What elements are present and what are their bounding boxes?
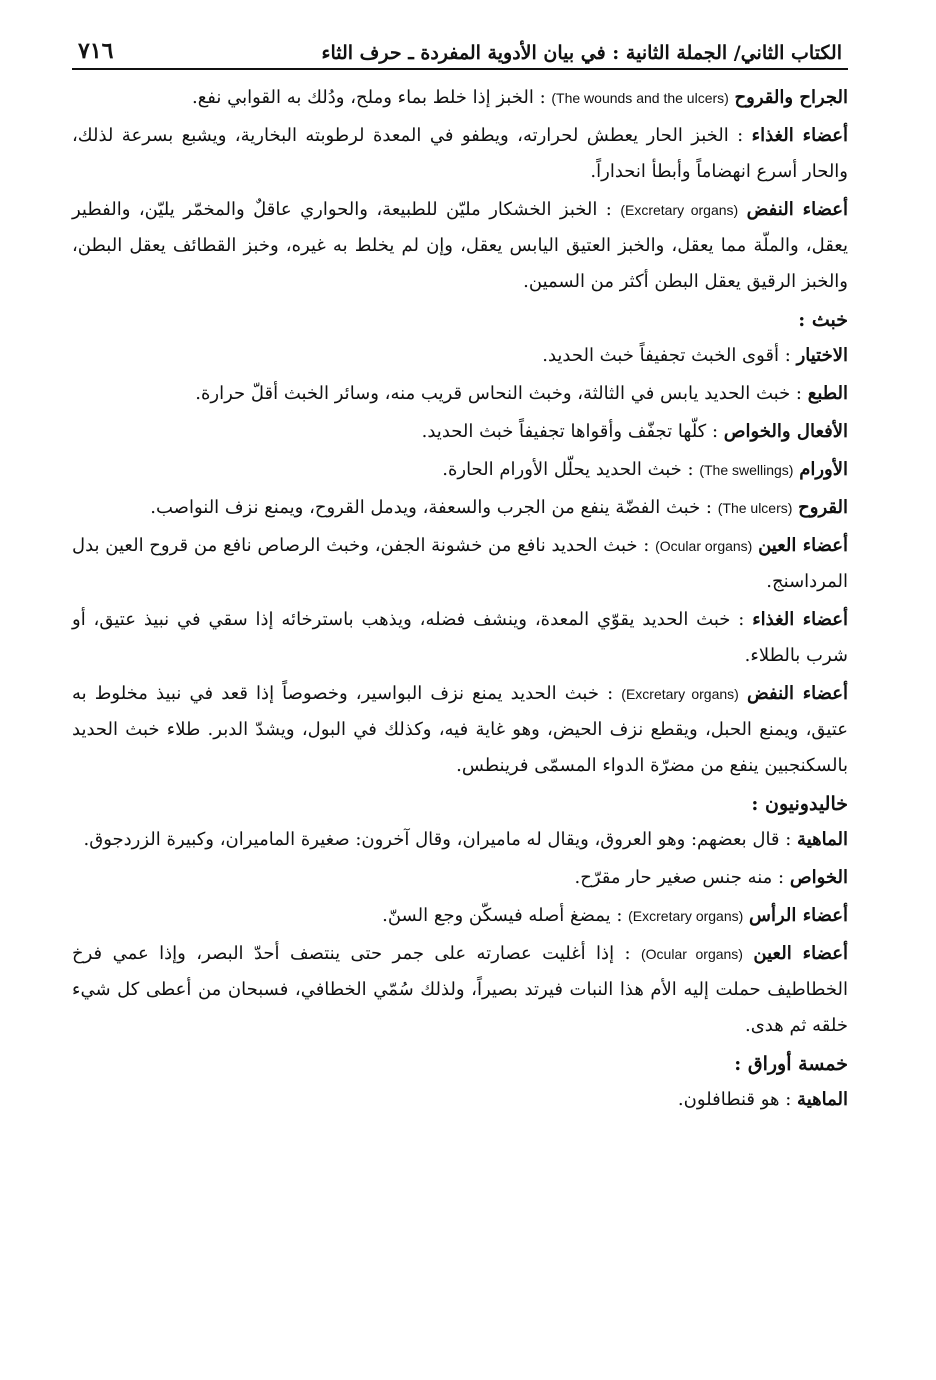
entry-text: : الخبز الحار يعطش لحرارته، ويطفو في المعدة لرطوبته البخارية، ويشبع بسرعة لذلك، والحار أسرع انهضاماً وأبطأ انحداراً. [72,125,848,182]
section-heading: خمسة أوراق : [734,1053,848,1075]
entry-term: القروح [798,497,848,518]
entry-text: : خبث الحديد يحلّل الأورام الحارة. [442,459,694,480]
english-gloss: (The wounds and the ulcers) [551,90,729,106]
entry-term: أعضاء العين [753,943,848,964]
entry-paragraph [72,452,848,490]
entry-text: : خبث الحديد يقوّي المعدة، وينشف فضله، ويذهب باسترخائه إذا سقي في نبيذ عتيق، أو شرب بالطلاء. [72,609,848,666]
entry-paragraph [72,490,848,528]
entry-paragraph [72,860,848,898]
entry-text: : الخبز الخشكار مليّن للطبيعة، والحواري عاقلٌ والمخمّر يليّن، والفطير يعقل، والملّة مما يعقل، والخبز العتيق اليابس يعقل، وإن لم يخلط به غيره، وخبز القطائف يعقل البطن، والخبز الرقيق يعقل البطن أكثر من السمين. [72,199,848,292]
entry-paragraph [72,118,848,192]
section-heading: خاليدونيون : [751,793,848,815]
entry-paragraph [72,898,848,936]
entry-term: الأورام [799,459,848,480]
entry-text: : أقوى الخبث تجفيفاً خبث الحديد. [542,345,791,366]
entry-paragraph [72,376,848,414]
entry-text: : كلّها تجفّف وأقواها تجفيفاً خبث الحديد. [421,421,719,442]
english-gloss: (Ocular organs) [655,538,753,554]
entry-term: أعضاء النفض [746,683,848,704]
entry-paragraph [72,936,848,1046]
english-gloss: (Excretary organs) [621,686,739,702]
section-heading: خبث : [798,309,848,331]
entry-term: الاختيار [796,345,848,366]
entry-text: : منه جنس صغير حار مقرّح. [574,867,785,888]
entry-paragraph [72,528,848,602]
entry-text: : الخبز إذا خلط بماء وملح، ودُلك به القوابي نفع. [191,87,546,108]
entry-paragraph [72,602,848,676]
entry-paragraph [72,822,848,860]
entry-term: الماهية [797,829,848,850]
entry-term: أعضاء الغذاء [752,609,848,630]
entry-paragraph [72,80,848,118]
entry-term: الخواص [789,867,848,888]
entry-paragraph [72,192,848,302]
entry-paragraph [72,676,848,786]
running-title: الكتاب الثاني/ الجملة الثانية : في بيان الأدوية المفردة ـ حرف الثاء [321,42,842,64]
entry-text: : إذا أغليت عصارته على جمر حتى ينتصف أحدّ البصر، وإذا عمي فرخ الخطاطيف حملت إليه الأم هذا النبات فيرتد بصيراً، ولذلك سُمّي الخطافي، فسبحان من أعطى كل شيء خلقه ثم هدى. [72,943,848,1036]
page-header [72,28,848,70]
entry-paragraph [72,1082,848,1120]
entry-term: أعضاء العين [758,535,848,556]
entry-term: الطبع [807,383,848,404]
entry-paragraph [72,414,848,452]
entry-text: : قال بعضهم: وهو العروق، ويقال له ماميران، وقال آخرون: صغيرة الماميران، وكبيرة الزردجوق. [83,829,792,850]
entry-text: : خبث الحديد يمنع نزف البواسير، وخصوصاً إذا قعد في نبيذ مخلوط به عتيق، ويمنع الحبل، ويقطع نزف الحيض، وهو غاية فيه، وكذلك في البول، ويشدّ الدبر. طلاء خبث الحديد بالسكنجبين ينفع من مضرّة الدواء المسمّى فرينطس. [72,683,848,776]
english-gloss: (Excretary organs) [620,202,739,218]
entry-text: : خبث الحديد يابس في الثالثة، وخبث النحاس قريب منه، وسائر الخبث أقلّ حرارة. [195,383,802,404]
page-body [72,70,848,1120]
entry-text: : خبث الفضّة ينفع من الجرب والسعفة، ويدمل القروح، ويمنع نزف النواصب. [150,497,712,518]
english-gloss: (Ocular organs) [641,946,743,962]
entry-term: أعضاء الغذاء [751,125,848,146]
english-gloss: (The swellings) [699,462,794,478]
entry-term: أعضاء النفض [746,199,848,220]
english-gloss: (Excretary organs) [628,908,744,924]
entry-term: الماهية [797,1089,848,1110]
english-gloss: (The ulcers) [717,500,793,516]
entry-paragraph [72,338,848,376]
entry-term: الأفعال والخواص [723,421,848,442]
entry-term: الجراح والقروح [734,87,848,108]
page-number: ٧١٦ [78,38,114,64]
entry-text: : هو قنطافلون. [677,1089,792,1110]
entry-term: أعضاء الرأس [749,905,848,926]
entry-text: : يمضغ أصله فيسكّن وجع السنّ. [382,905,623,926]
entry-text: : خبث الحديد نافع من خشونة الجفن، وخبث الرصاص نافع من قروح العين بدل المرداسنج. [72,535,848,592]
